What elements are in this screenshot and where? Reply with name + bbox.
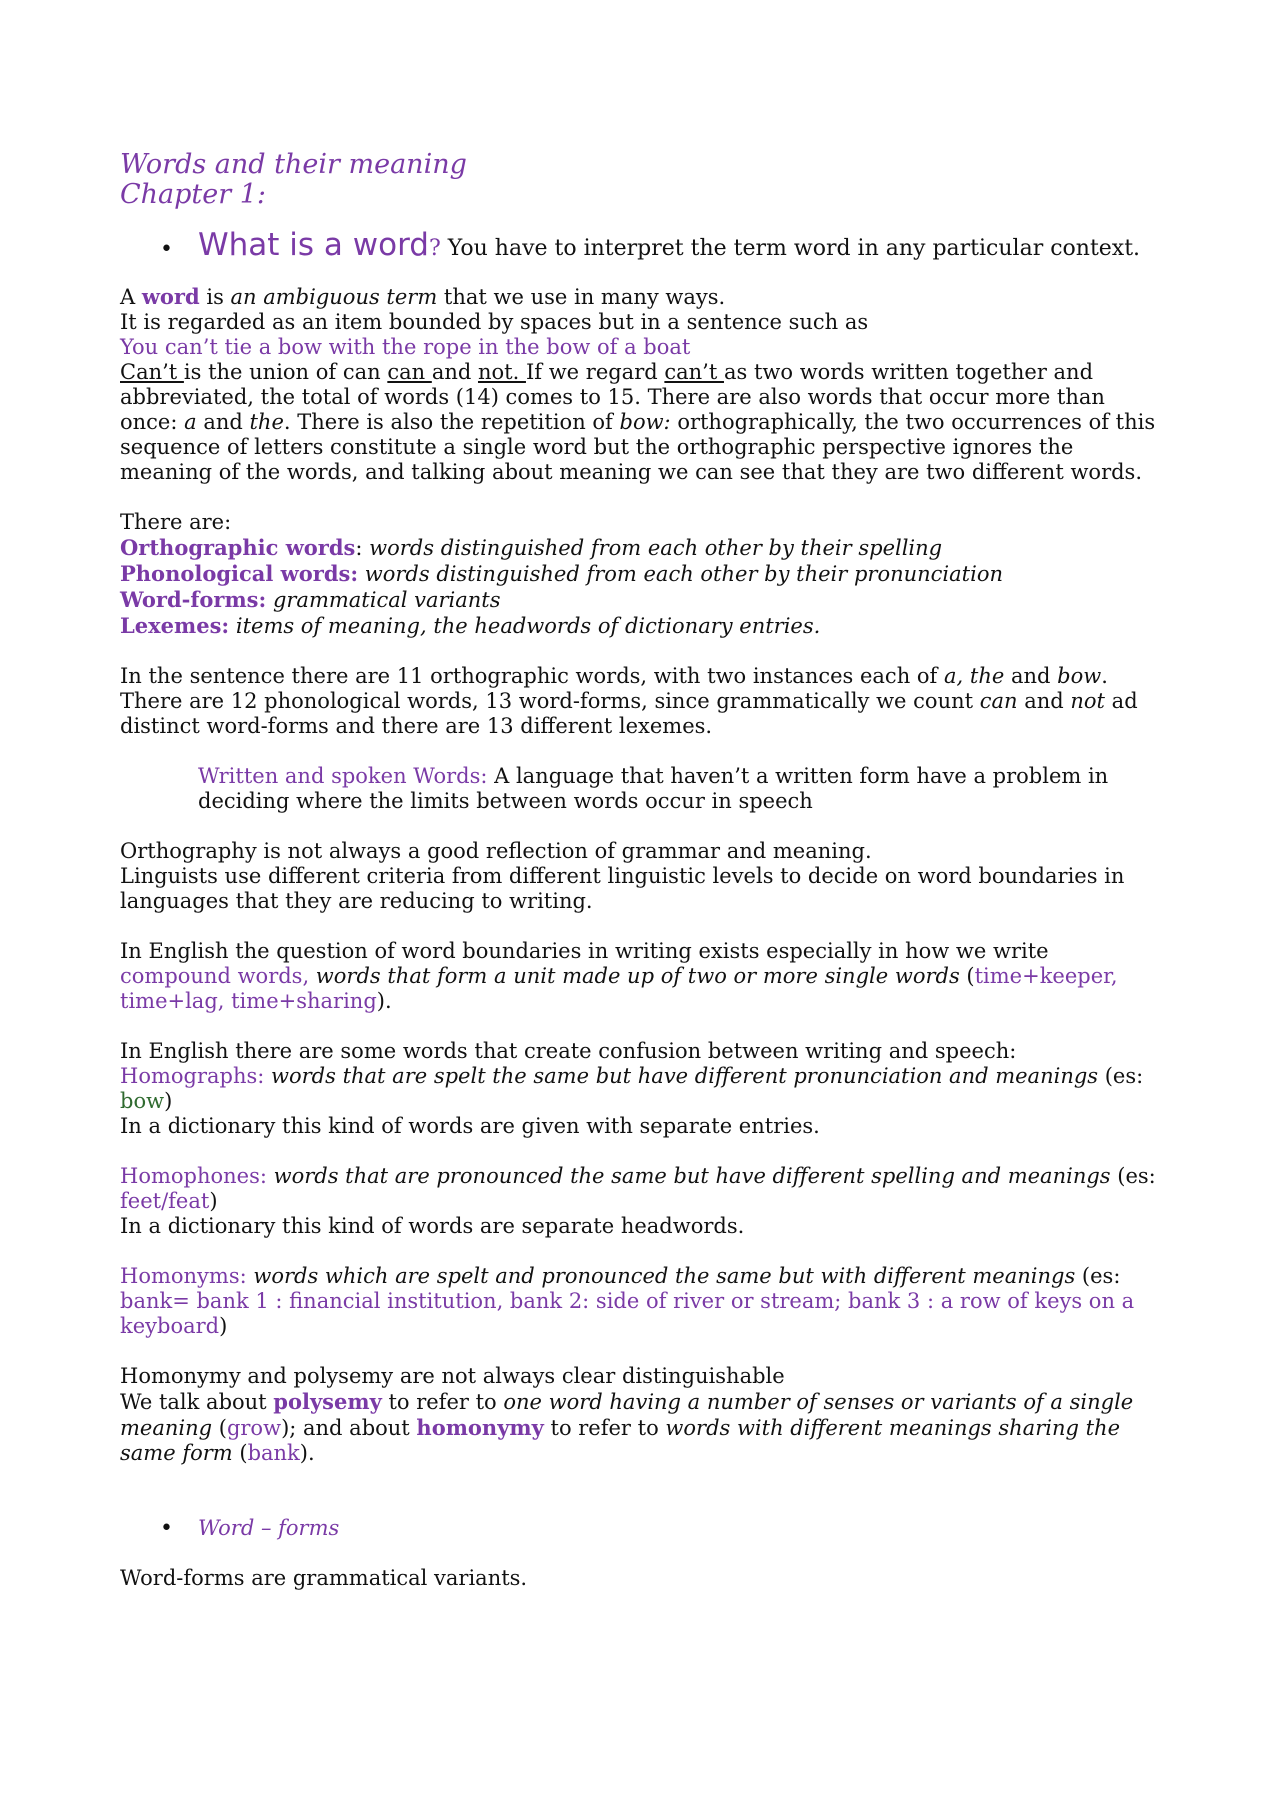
homographs-intro: In English there are some words that create confusion between writing and speech: — [120, 1039, 1017, 1063]
intro-paragraph-3: Can’t is the union of can can and not. If we regard can’t as two words written together and abbreviated, the total of words (14) comes to 15. There are also words that occur more than once: a and the. There is also the repetition of bow: orthographically, the two occurrences of this sequence of letters constitute a single word but the orthographic perspective ignores the meaning of the words, and talking about meaning we can see that they are two different words. — [120, 360, 1156, 484]
document-title: Words and their meaning — [120, 149, 467, 180]
section-word-forms — [120, 1516, 1160, 1541]
chapter-label: Chapter 1: — [120, 179, 267, 210]
example-sentence: You can’t tie a bow with the rope in the bow of a boat — [120, 335, 691, 359]
orthography-paragraph-2: Linguists use different criteria from different linguistic levels to decide on word boundaries in languages that they are reducing to writing. — [120, 864, 1125, 913]
counts-paragraph: In the sentence there are 11 orthographic words, with two instances each of a, the and bow. There are 12 phonological words, 13 word-forms, since grammatically we count can and not ad distinct word-forms and there are 13 different lexemes. — [120, 664, 1138, 738]
bullet-icon: • — [160, 1516, 173, 1541]
polysemy-paragraph: We talk about polysemy to refer to one word having a number of senses or variants of a single meaning (grow); and about homonymy to refer to words with different meanings sharing the same form (bank). — [120, 1389, 1134, 1465]
type-lexemes: Lexemes: items of meaning, the headwords of dictionary entries. — [120, 613, 821, 638]
type-word-forms: Word-forms: grammatical variants — [120, 587, 501, 612]
section-heading: What is a word — [198, 227, 429, 263]
intro-paragraph-2: It is regarded as an item bounded by spaces but in a sentence such as — [120, 310, 869, 334]
section-heading-text: You have to interpret the term word in any particular context. — [440, 236, 1141, 261]
question-mark: ? — [428, 236, 441, 261]
polysemy-intro: Homonymy and polysemy are not always clear distinguishable — [120, 1364, 785, 1388]
bullet-icon: • — [160, 237, 173, 262]
document-body — [120, 150, 1160, 1591]
type-phonological: Phonological words: words distinguished from each other by their pronunciation — [120, 561, 1003, 586]
written-spoken-paragraph: Written and spoken Words: A language that haven’t a written form have a problem in deciding where the limits between words occur in speech — [198, 764, 1109, 813]
orthography-paragraph-1: Orthography is not always a good reflection of grammar and meaning. — [120, 839, 872, 863]
section-heading: Word – forms — [198, 1516, 340, 1540]
compound-paragraph: In English the question of word boundaries in writing exists especially in how we write compound words, words that form a unit made up of two or more single words (time+keeper, time+lag, time+sharing). — [120, 939, 1118, 1013]
homographs-note: In a dictionary this kind of words are given with separate entries. — [120, 1114, 820, 1138]
type-orthographic: Orthographic words: words distinguished from each other by their spelling — [120, 535, 943, 560]
section-what-is-a-word — [120, 227, 1160, 263]
homophones-note: In a dictionary this kind of words are separate headwords. — [120, 1214, 745, 1238]
types-intro: There are: — [120, 510, 232, 534]
homonyms-definition: Homonyms: words which are spelt and pronounced the same but with different meanings (es: bank= bank 1 : financial institution, bank 2: side of river or stream; bank 3 : a row of keys on a keyboard) — [120, 1264, 1135, 1338]
homophones-definition: Homophones: words that are pronounced the same but have different spelling and meanings (es: feet/feat) — [120, 1164, 1156, 1213]
word-forms-paragraph: Word-forms are grammatical variants. — [120, 1566, 528, 1590]
intro-paragraph-1: A word is an ambiguous term that we use in many ways. — [120, 284, 726, 309]
term-word: word — [141, 284, 200, 309]
homographs-definition: Homographs: words that are spelt the same but have different pronunciation and meanings (es: bow) — [120, 1064, 1144, 1113]
